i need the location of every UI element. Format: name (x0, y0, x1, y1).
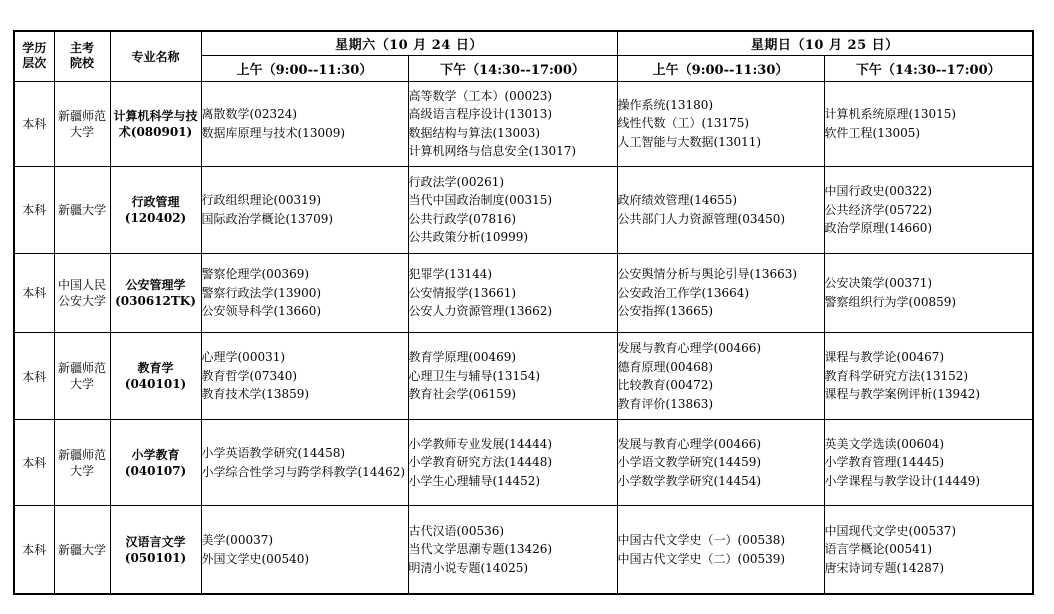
row-major (110, 420, 201, 506)
course-item: 教育社会学(06159) (408, 387, 517, 402)
course-item: 行政法学(00261) (408, 174, 505, 189)
row-school-line: 中国人民 (57, 277, 106, 292)
course-item: 心理学(00031) (201, 350, 286, 365)
row-school (54, 253, 110, 332)
row-school-line: 新疆大学 (57, 202, 106, 217)
row-school-line: 新疆师范 (57, 108, 106, 123)
row-major-code: (030612TK) (115, 293, 196, 308)
course-item: 政府绩效管理(14655) (617, 193, 738, 208)
course-item: 计算机系统原理(13015) (824, 107, 957, 122)
course-item: 课程与教学案例评析(13942) (824, 387, 981, 402)
course-item: 政治学原理(14660) (824, 221, 933, 236)
course-item: 小学教师专业发展(14444) (408, 436, 553, 451)
course-item: 公安舆情分析与舆论引导(13663) (617, 267, 798, 282)
course-item: 德育原理(00468) (617, 359, 714, 374)
row-major-code: (040107) (124, 463, 187, 478)
course-item: 离散数学(02324) (201, 107, 298, 122)
row-major-code: (050101) (124, 550, 187, 565)
row-school (54, 166, 110, 253)
row-major-name: 行政管理 (131, 194, 180, 209)
course-item: 美学(00037) (201, 533, 274, 548)
course-item: 小学语文教学研究(14459) (617, 455, 762, 470)
row-major (110, 506, 201, 594)
course-item: 警察组织行为学(00859) (824, 294, 957, 309)
course-item: 公共行政学(07816) (408, 211, 517, 226)
header-row-days (14, 31, 1033, 55)
course-item: 语言学概论(00541) (824, 542, 933, 557)
cell-sun-am (617, 420, 824, 506)
row-major-name: 教育学 (137, 361, 174, 376)
table-row (14, 332, 1033, 419)
course-item: 教育科学研究方法(13152) (824, 368, 969, 383)
course-item: 软件工程(13005) (824, 125, 921, 140)
row-school-line: 新疆师范 (57, 361, 106, 376)
row-level: 本科 (14, 332, 54, 419)
course-item: 公共部门人力资源管理(03450) (617, 211, 786, 226)
cell-sat-pm (408, 332, 617, 419)
cell-sat-am (201, 332, 408, 419)
cell-sat-pm (408, 166, 617, 253)
cell-sun-pm (824, 253, 1033, 332)
course-item: 操作系统(13180) (617, 97, 714, 112)
course-item: 小学英语教学研究(14458) (201, 446, 346, 461)
course-item: 外国文学史(00540) (201, 551, 310, 566)
course-item: 教育技术学(13859) (201, 387, 310, 402)
header-level-line: 学历 (22, 41, 47, 56)
course-item: 小学课程与教学设计(14449) (824, 473, 981, 488)
course-item: 古代汉语(00536) (408, 523, 505, 538)
course-item: 公安决策学(00371) (824, 276, 933, 291)
course-item: 课程与教学论(00467) (824, 350, 945, 365)
row-major-name: 公安管理学 (125, 277, 186, 292)
cell-sun-pm (824, 506, 1033, 594)
course-item: 公安政治工作学(13664) (617, 285, 750, 300)
row-major (110, 332, 201, 419)
header-sat-pm: 下午（14:30--17:00） (408, 55, 617, 81)
cell-sat-pm (408, 420, 617, 506)
row-school-line: 大学 (69, 463, 94, 478)
cell-sat-am (201, 506, 408, 594)
course-item: 行政组织理论(00319) (201, 193, 322, 208)
course-item: 犯罪学(13144) (408, 267, 493, 282)
cell-sat-am (201, 253, 408, 332)
row-school (54, 332, 110, 419)
course-item: 中国行政史(00322) (824, 184, 933, 199)
row-major-name: 汉语言文学 (125, 534, 186, 549)
cell-sun-pm (824, 166, 1033, 253)
course-item: 小学生心理辅导(14452) (408, 473, 541, 488)
row-level: 本科 (14, 166, 54, 253)
header-school-line: 院校 (69, 56, 94, 71)
course-item: 警察行政法学(13900) (201, 285, 322, 300)
header-sun-pm: 下午（14:30--17:00） (824, 55, 1033, 81)
course-item: 当代中国政治制度(00315) (408, 193, 553, 208)
course-item: 人工智能与大数据(13011) (617, 134, 762, 149)
row-major-code: (040101) (124, 377, 187, 392)
cell-sun-am (617, 506, 824, 594)
cell-sat-am (201, 166, 408, 253)
course-item: 计算机网络与信息安全(13017) (408, 144, 577, 159)
row-major-name: 计算机科学与技 (113, 108, 198, 123)
course-item: 英美文学选读(00604) (824, 436, 945, 451)
header-major: 专业名称 (110, 31, 201, 81)
row-major-code: 术(080901) (118, 124, 193, 139)
cell-sun-am (617, 81, 824, 166)
row-major (110, 166, 201, 253)
course-item: 中国古代文学史（一）(00538) (617, 533, 786, 548)
course-item: 教育评价(13863) (617, 396, 714, 411)
course-item: 公安情报学(13661) (408, 285, 517, 300)
course-item: 小学教育管理(14445) (824, 455, 945, 470)
row-school-line: 大学 (69, 124, 94, 139)
row-level: 本科 (14, 506, 54, 594)
course-item: 数据结构与算法(13003) (408, 125, 541, 140)
course-item: 公共经济学(05722) (824, 202, 933, 217)
row-level: 本科 (14, 420, 54, 506)
cell-sun-pm (824, 420, 1033, 506)
course-item: 小学教育研究方法(14448) (408, 455, 553, 470)
course-item: 小学数学教学研究(14454) (617, 473, 762, 488)
cell-sat-am (201, 81, 408, 166)
header-sun-am: 上午（9:00--11:30） (617, 55, 824, 81)
row-school (54, 81, 110, 166)
row-level: 本科 (14, 253, 54, 332)
cell-sun-am (617, 166, 824, 253)
row-level: 本科 (14, 81, 54, 166)
cell-sun-pm (824, 81, 1033, 166)
header-level (14, 31, 54, 81)
cell-sat-pm (408, 506, 617, 594)
header-school (54, 31, 110, 81)
row-major (110, 253, 201, 332)
course-item: 高等数学（工本）(00023) (408, 88, 553, 103)
course-item: 比较教育(00472) (617, 378, 714, 393)
row-school (54, 420, 110, 506)
exam-schedule-table (13, 30, 1034, 595)
course-item: 公安领导科学(13660) (201, 304, 322, 319)
table-row (14, 506, 1033, 594)
row-major-name: 小学教育 (131, 447, 180, 462)
course-item: 当代文学思潮专题(13426) (408, 542, 553, 557)
course-item: 发展与教育心理学(00466) (617, 341, 762, 356)
table-row (14, 166, 1033, 253)
course-item: 中国现代文学史(00537) (824, 523, 957, 538)
row-school-line: 公安大学 (57, 293, 106, 308)
table-row (14, 81, 1033, 166)
cell-sun-pm (824, 332, 1033, 419)
table-row (14, 420, 1033, 506)
course-item: 发展与教育心理学(00466) (617, 436, 762, 451)
course-item: 明清小说专题(14025) (408, 560, 529, 575)
course-item: 小学综合性学习与跨学科教学(14462) (201, 464, 406, 479)
cell-sat-am (201, 420, 408, 506)
course-item: 线性代数（工）(13175) (617, 116, 750, 131)
cell-sun-am (617, 332, 824, 419)
row-school (54, 506, 110, 594)
course-item: 国际政治学概论(13709) (201, 211, 334, 226)
course-item: 高级语言程序设计(13013) (408, 107, 553, 122)
header-sat-am: 上午（9:00--11:30） (201, 55, 408, 81)
course-item: 公安指挥(13665) (617, 304, 714, 319)
table-row (14, 253, 1033, 332)
course-item: 心理卫生与辅导(13154) (408, 368, 541, 383)
course-item: 公安人力资源管理(13662) (408, 304, 553, 319)
course-item: 教育学原理(00469) (408, 350, 517, 365)
row-major-code: (120402) (124, 210, 187, 225)
row-major (110, 81, 201, 166)
course-item: 数据库原理与技术(13009) (201, 125, 346, 140)
row-school-line: 新疆师范 (57, 447, 106, 462)
course-item: 中国古代文学史（二）(00539) (617, 551, 786, 566)
header-day-sunday: 星期日（10 月 25 日） (617, 31, 1033, 55)
header-day-saturday: 星期六（10 月 24 日） (201, 31, 617, 55)
row-school-line: 新疆大学 (57, 542, 106, 557)
row-school-line: 大学 (69, 377, 94, 392)
header-school-line: 主考 (69, 41, 94, 56)
course-item: 教育哲学(07340) (201, 368, 298, 383)
course-item: 唐宋诗词专题(14287) (824, 560, 945, 575)
cell-sat-pm (408, 253, 617, 332)
header-level-line: 层次 (22, 56, 47, 71)
course-item: 公共政策分析(10999) (408, 230, 529, 245)
cell-sat-pm (408, 81, 617, 166)
cell-sun-am (617, 253, 824, 332)
course-item: 警察伦理学(00369) (201, 267, 310, 282)
